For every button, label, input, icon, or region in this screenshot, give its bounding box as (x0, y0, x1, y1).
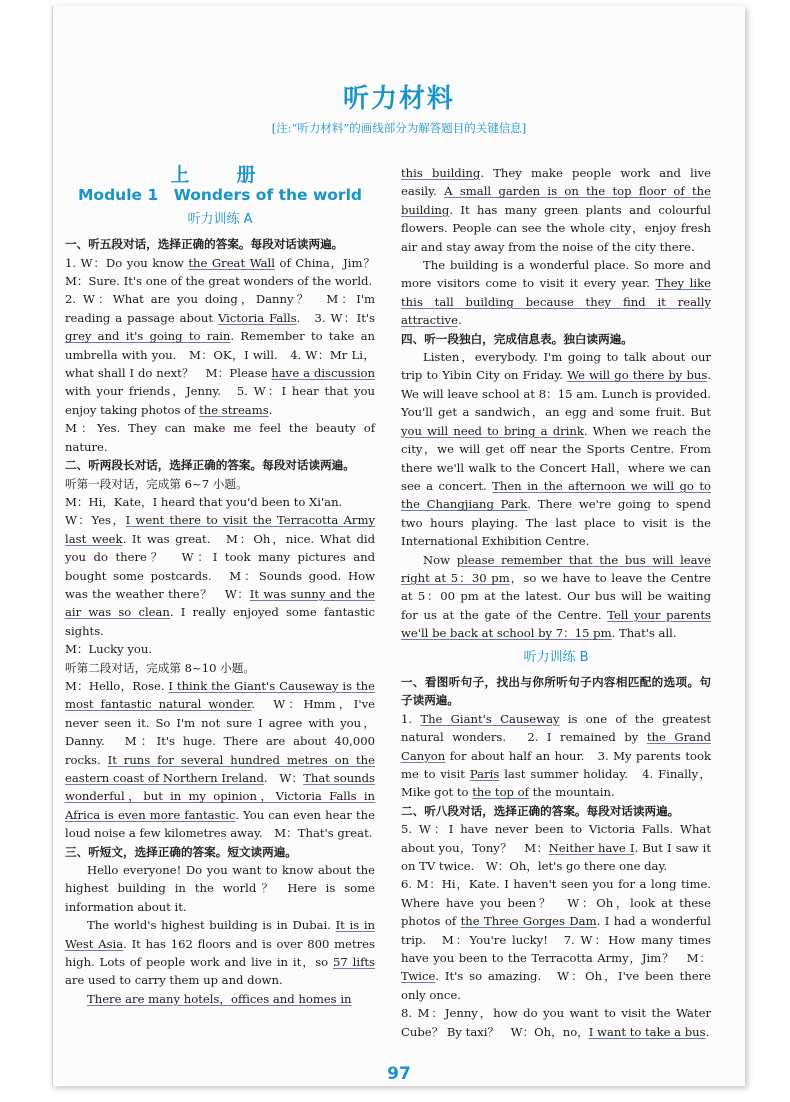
paragraph: 1. The Giant's Causeway is one of the greatest natural wonders. 2. I remained by the Grand Canyon for about half an hour. 3. My parents took me to visit Paris last summer holiday. 4. Finally，Mike got to the top of the mountain. (401, 711, 712, 800)
paragraph: 5. W：I have never been to Victoria Falls. What about you，Tony？ M：Neither have I. But I saw it on TV twice. W：Oh，let's go there one day. (401, 822, 712, 874)
volume-heading: 上 册 (170, 164, 270, 186)
section-4-heading: 四、听一段独白，完成信息表。独白读两遍。 (401, 331, 633, 346)
right-column (401, 164, 711, 1041)
paragraph: M：Hi，Kate，I heard that you'd been to Xi'an. (65, 494, 343, 509)
paragraph: 6. M：Hi，Kate. I haven't seen you for a long time. Where have you been？ W：Oh，look at these photos of the Three Gorges Dam. I had a wonderful trip. M：You're lucky! 7. W：How many times have you been to the Terracotta Army，Jim？ M：Twice. It's so amazing. W：Oh，I've been there only once. (401, 877, 711, 1002)
page-number: 97 (387, 1064, 411, 1084)
paragraph: this building. They make people work and live easily. A small garden is on the top floor of the building. It has many green plants and colourful flowers. People can see the whole city，enjoy fresh air and stay away from the noise of the city there. (401, 166, 711, 254)
paragraph: 2. W：What are you doing，Danny？ M：I'm reading a passage about Victoria Falls. 3. W：It's grey and it's going to rain. Remember to take an umbrella with you. M：OK，I will. 4. W：Mr Li，what shall I do next？ M：Please have a discussion with your friends，Jenny. 5. W：I hear that you enjoy taking photos of the streams. (65, 292, 375, 417)
paragraph: Now please remember that the bus will leave right at 5：30 pm，so we have to leave the Centre at 5：00 pm at the latest. Our bus will be waiting for us at the gate of the Centre. Tell your parents we'll be back at school by 7：15 pm. That's all. (401, 552, 711, 641)
page-title: 听力材料 (342, 84, 455, 114)
left-column (65, 164, 375, 1008)
section-2-heading: 二、听两段长对话，选择正确的答案。每段对话读两遍。 (65, 458, 355, 473)
paragraph: The building is a wonderful place. So more and more visitors come to visit it every year. They like this tall building because they find it really attractive. (401, 258, 711, 328)
training-a-heading: 听力训练 A (187, 211, 253, 227)
section-5-heading: 一、看图听句子，找出与你所听句子内容相匹配的选项。句子读两遍。 (401, 674, 711, 708)
paragraph: 8. M：Jenny，how do you want to visit the Water Cube？ By taxi？ W：Oh，no，I want to take a bus. (401, 1006, 711, 1039)
document-page (52, 6, 745, 1086)
paragraph: W：Yes，I went there to visit the Terracotta Army last week. It was great. M：Oh，nice. What did you do there？ W：I took many pictures and bought some postcards. M：Sounds good. How was the weather there？ W：It was sunny and the air was so clean. I really enjoyed some fantastic sights. (65, 513, 375, 638)
section-1-heading: 一、听五段对话，选择正确的答案。每段对话读两遍。 (65, 237, 344, 252)
page-note: [注:“听力材料”的画线部分为解答题目的关键信息] (271, 121, 527, 135)
paragraph: The world's highest building is in Dubai. It is in West Asia. It has 162 floors and is over 800 metres high. Lots of people work and live in it，so 57 lifts are used to carry them up and down. (65, 918, 375, 988)
paragraph: 听第一段对话，完成第 6~7 小题。 (65, 476, 248, 491)
paragraph: Listen，everybody. I'm going to talk about our trip to Yibin City on Friday. We will go there by bus. We will leave school at 8：15 am. Lunch is provided. You'll get a sandwich，an egg and some fruit. But you will need to bring a drink. When we reach the city，we will get off near the Sports Centre. From there we'll walk to the Concert Hall，where we can see a concert. Then in the afternoon we will go to the Changjiang Park. There we're going to spend two hours playing. The last place to visit is the International Exhibition Centre. (401, 350, 711, 549)
paragraph: M：Yes. They can make me feel the beauty of nature. (65, 421, 375, 454)
paragraph: 听第二段对话，完成第 8~10 小题。 (65, 660, 255, 675)
paragraph: 1. W：Do you know the Great Wall of China，Jim？ M：Sure. It's one of the great wonders of the world. (65, 255, 375, 289)
section-3-heading: 三、听短文，选择正确的答案。短文读两遍。 (65, 844, 297, 859)
paragraph: M：Hello，Rose. I think the Giant's Causeway is the most fantastic natural wonder. W：Hmm，I've never seen it. So I'm not sure I agree with you，Danny. M：It's huge. There are about 40,000 rocks. It runs for several hundred metres on the eastern coast of Northern Ireland. W：That sounds wonderful，but in my opinion，Victoria Falls in Africa is even more fantastic. You can even hear the loud noise a few kilometres away. M：That's great. (65, 678, 375, 841)
paragraph: There are many hotels，offices and homes in (87, 991, 352, 1006)
paragraph: M：Lucky you. (65, 642, 153, 657)
paragraph: Hello everyone! Do you want to know about the highest building in the world？ Here is some information about it. (65, 863, 375, 914)
training-b-heading: 听力训练 B (523, 649, 589, 665)
section-6-heading: 二、听八段对话，选择正确的答案。每段对话读两遍。 (401, 803, 680, 818)
module-heading: Module 1 Wonders of the world (78, 186, 362, 205)
